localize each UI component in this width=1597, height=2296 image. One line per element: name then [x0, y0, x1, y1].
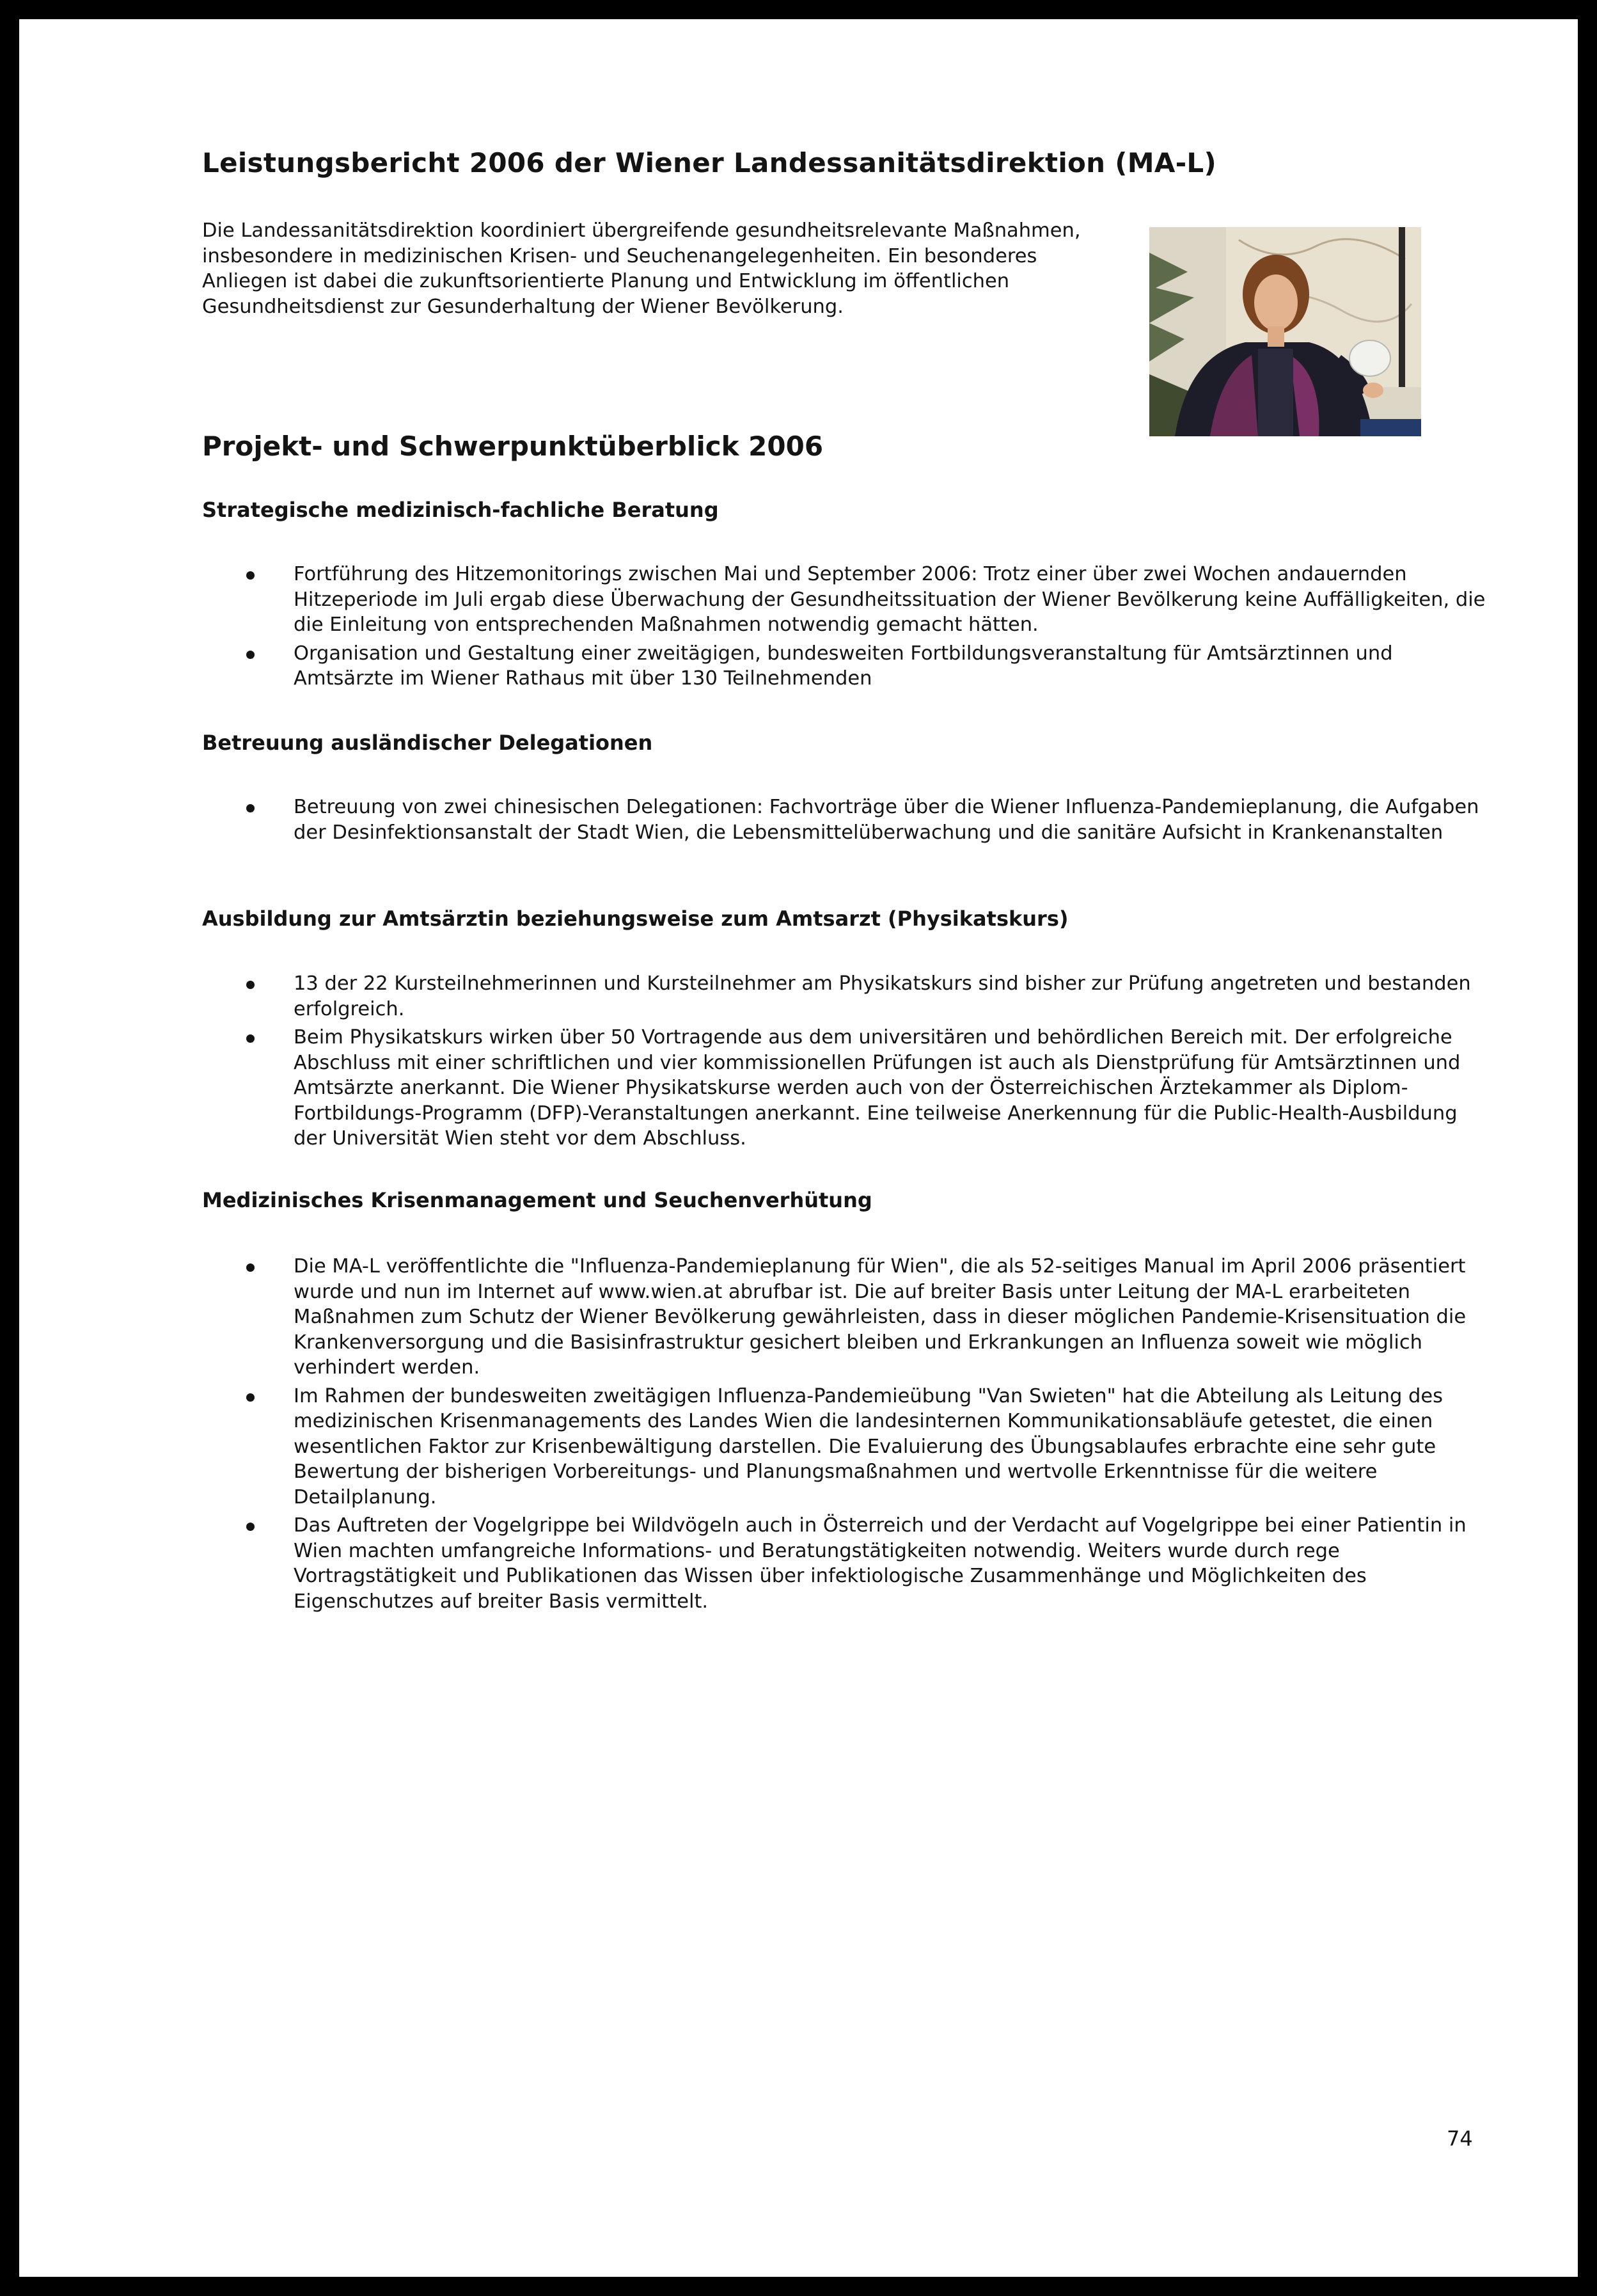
list-item: Fortführung des Hitzemonitorings zwischen Mai und September 2006: Trotz einer über zwei Wochen andauernden Hitzeperiode im Juli ergab diese Überwachung der Gesundheitssituation der Wiener Bevölkerung keine Auffälligkeiten, die die Einleitung von entsprechenden Maßnahmen notwendig gemacht hätten. [202, 562, 1494, 638]
bullet-list-krisenmanagement [202, 1254, 1494, 1617]
bullet-list-beratung [202, 562, 1494, 695]
bullet-list-delegationen [202, 795, 1494, 848]
report-title: Leistungsbericht 2006 der Wiener Landessanitätsdirektion (MA-L) [202, 147, 1216, 178]
document-page [19, 19, 1578, 2277]
section-heading-krisenmanagement: Medizinisches Krisenmanagement und Seuchenverhütung [202, 1188, 872, 1212]
list-item: Beim Physikatskurs wirken über 50 Vortragende aus dem universitären und behördlichen Bereich mit. Der erfolgreiche Abschluss mit einer schriftlichen und vier kommissionellen Prüfungen ist auch als Dienstprüfung für Amtsärztinnen und Amtsärzte anerkannt. Die Wiener Physikatskurse werden auch von der Österreichischen Ärztekammer als Diplom-Fortbildungs-Programm (DFP)-Veranstaltungen anerkannt. Eine teilweise Anerkennung für die Public-Health-Ausbildung der Universität Wien steht vor dem Abschluss. [202, 1025, 1494, 1152]
intro-paragraph: Die Landessanitätsdirektion koordiniert übergreifende gesundheitsrelevante Maßnahmen, insbesondere in medizinischen Krisen- und Seuchenangelegenheiten. Ein besonderes Anliegen ist dabei die zukunftsorientierte Planung und Entwicklung im öffentlichen Gesundheitsdienst zur Gesunderhaltung der Wiener Bevölkerung. [202, 219, 1081, 318]
section-heading-delegationen: Betreuung ausländischer Delegationen [202, 731, 653, 755]
overview-title: Projekt- und Schwerpunktüberblick 2006 [202, 431, 824, 462]
section-heading-beratung: Strategische medizinisch-fachliche Beratung [202, 498, 719, 522]
list-item: Die MA-L veröffentlichte die "Influenza-Pandemieplanung für Wien", die als 52-seitiges Manual im April 2006 präsentiert wurde und nun im Internet auf www.wien.at abrufbar ist. Die auf breiter Basis unter Leitung der MA-L erarbeiteten Maßnahmen zum Schutz der Wiener Bevölkerung gewährleisten, dass in dieser möglichen Pandemie-Krisensituation die Krankenversorgung und die Basisinfrastruktur gesichert bleiben und Erkrankungen an Influenza soweit wie möglich verhindert werden. [202, 1254, 1494, 1381]
list-item: Betreuung von zwei chinesischen Delegationen: Fachvorträge über die Wiener Influenza-Pandemieplanung, die Aufgaben der Desinfektionsanstalt der Stadt Wien, die Lebensmittelüberwachung und die sanitäre Aufsicht in Krankenanstalten [202, 795, 1494, 845]
portrait-photo [1149, 227, 1421, 436]
list-item: Organisation und Gestaltung einer zweitägigen, bundesweiten Fortbildungsveranstaltung für Amtsärztinnen und Amtsärzte im Wiener Rathaus mit über 130 Teilnehmenden [202, 641, 1494, 692]
list-item: Das Auftreten der Vogelgrippe bei Wildvögeln auch in Österreich und der Verdacht auf Vogelgrippe bei einer Patientin in Wien machten umfangreiche Informations- und Beratungstätigkeiten notwendig. Weiters wurde durch rege Vortragstätigkeit und Publikationen das Wissen über infektiologische Zusammenhänge und Möglichkeiten des Eigenschutzes auf breiter Basis vermittelt. [202, 1513, 1494, 1614]
list-item: Im Rahmen der bundesweiten zweitägigen Influenza-Pandemieübung "Van Swieten" hat die Abteilung als Leitung des medizinischen Krisenmanagements des Landes Wien die landesinternen Kommunikationsabläufe getestet, die einen wesentlichen Faktor zur Krisenbewältigung darstellen. Die Evaluierung des Übungsablaufes erbrachte eine sehr gute Bewertung der bisherigen Vorbereitungs- und Planungsmaßnahmen und wertvolle Erkenntnisse für die weitere Detailplanung. [202, 1384, 1494, 1510]
bullet-list-physikatskurs [202, 971, 1494, 1155]
page-number: 74 [1447, 2126, 1473, 2151]
section-heading-physikatskurs: Ausbildung zur Amtsärztin beziehungsweise zum Amtsarzt (Physikatskurs) [202, 907, 1069, 931]
list-item: 13 der 22 Kursteilnehmerinnen und Kursteilnehmer am Physikatskurs sind bisher zur Prüfung angetreten und bestanden erfolgreich. [202, 971, 1494, 1022]
